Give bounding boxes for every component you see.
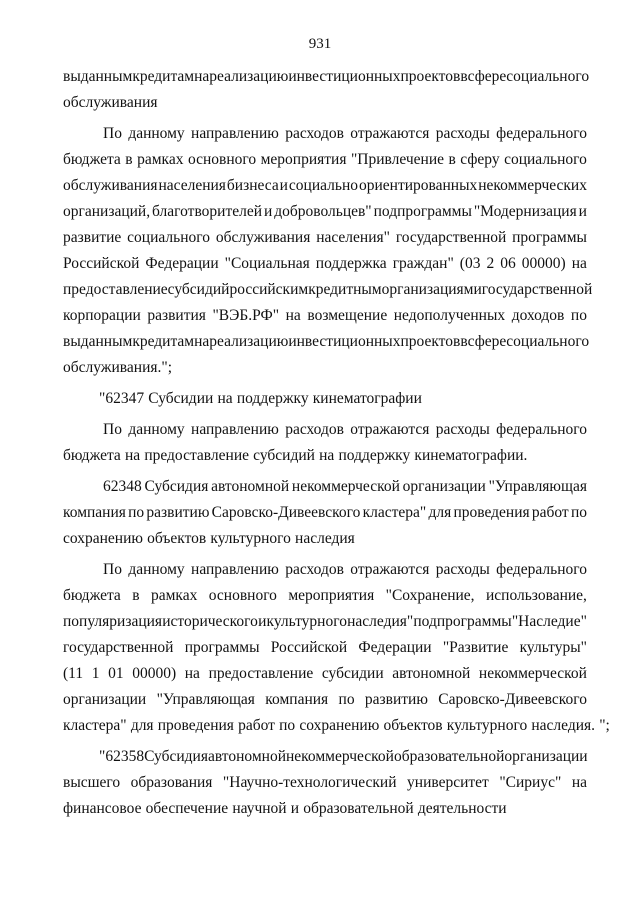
text-line: высшего образования "Научно-технологический университет "Сириус" на bbox=[63, 774, 587, 791]
paragraph bbox=[63, 386, 587, 412]
text-line: Российской Федерации "Социальная поддержка граждан" (03 2 06 00000) на bbox=[63, 255, 587, 272]
text-line: (11 1 01 00000) на предоставление субсидии автономной некоммерческой bbox=[63, 665, 587, 682]
text-line: организаций, благотворителей и добровольцев" подпрограммы "Модернизация и bbox=[63, 203, 587, 220]
text-line: "62347 Субсидии на поддержку кинематографии bbox=[99, 390, 422, 407]
text-line: предоставление субсидий российским кредитным организациям и государственной bbox=[63, 281, 593, 298]
text-line: обслуживания."; bbox=[63, 359, 173, 376]
text-line: По данному направлению расходов отражаются расходы федерального bbox=[103, 125, 587, 142]
text-line: кластера" для проведения работ по сохранению объектов культурного наследия. "; bbox=[63, 717, 610, 734]
text-line: популяризация исторического и культурного наследия" подпрограммы "Наследие" bbox=[63, 613, 587, 630]
paragraph bbox=[63, 417, 587, 469]
text-line: По данному направлению расходов отражаются расходы федерального bbox=[103, 561, 587, 578]
text-line: обслуживания bbox=[63, 94, 158, 111]
paragraph bbox=[63, 744, 587, 822]
text-line: организации "Управляющая компания по развитию Саровско-Дивеевского bbox=[63, 691, 587, 708]
text-line: обслуживания населения бизнеса и социально ориентированных некоммерческих bbox=[63, 177, 587, 194]
text-line: 62348 Субсидия автономной некоммерческой организации "Управляющая bbox=[103, 478, 587, 495]
text-line: выданным кредитам на реализацию инвестиционных проектов в сфере социального bbox=[63, 68, 590, 85]
text-line: развитие социального обслуживания населения" государственной программы bbox=[63, 229, 587, 246]
text-line: бюджета в рамках основного мероприятия "Сохранение, использование, bbox=[63, 587, 587, 604]
text-line: государственной программы Российской Федерации "Развитие культуры" bbox=[63, 639, 587, 656]
page-number: 931 bbox=[308, 36, 332, 52]
paragraph bbox=[63, 64, 590, 116]
text-line: компания по развитию Саровско-Дивеевского кластера" для проведения работ по bbox=[63, 504, 587, 521]
text-line: сохранению объектов культурного наследия bbox=[63, 530, 355, 547]
text-line: корпорации развития "ВЭБ.РФ" на возмещение недополученных доходов по bbox=[63, 307, 587, 324]
text-line: "62358 Субсидия автономной некоммерческой образовательной организации bbox=[99, 748, 588, 765]
document-body bbox=[63, 64, 610, 822]
text-line: По данному направлению расходов отражаются расходы федерального bbox=[103, 421, 587, 438]
paragraph bbox=[63, 474, 587, 552]
paragraph bbox=[63, 557, 610, 739]
text-line: финансовое обеспечение научной и образовательной деятельности bbox=[63, 800, 507, 817]
text-line: бюджета в рамках основного мероприятия "Привлечение в сферу социального bbox=[63, 151, 587, 168]
text-line: выданным кредитам на реализацию инвестиционных проектов в сфере социального bbox=[63, 333, 590, 350]
text-line: бюджета на предоставление субсидий на поддержку кинематографии. bbox=[63, 447, 528, 464]
paragraph bbox=[63, 121, 593, 381]
